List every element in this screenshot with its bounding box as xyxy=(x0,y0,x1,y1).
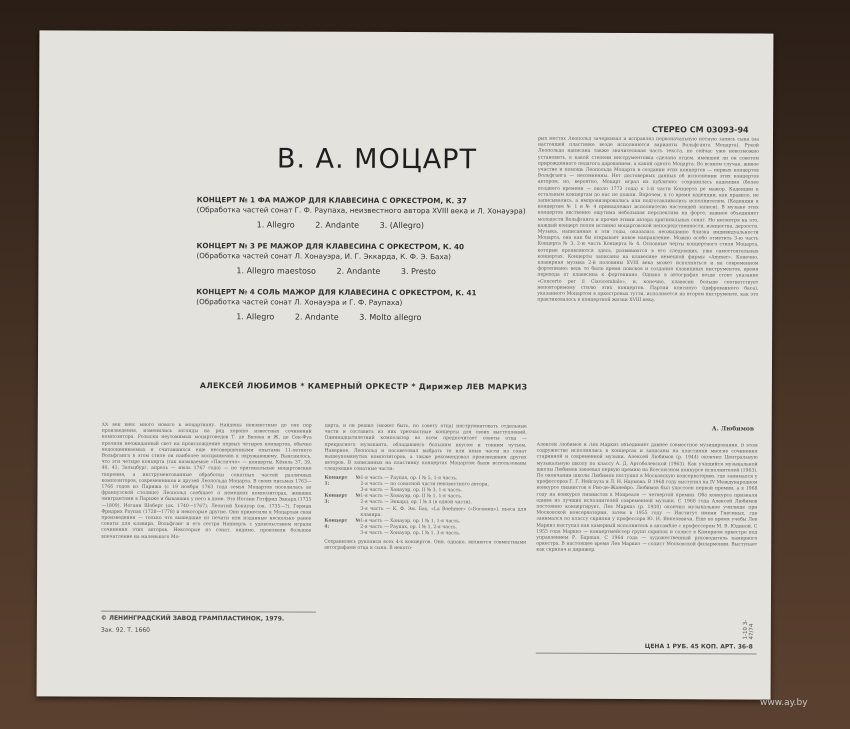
movement: 3. (Allegro) xyxy=(379,220,425,231)
author-signature: А. Любимов xyxy=(711,425,755,433)
order-number: Зак. 92. Т. 1660 xyxy=(100,626,151,634)
movement: 1. Allegro maestoso xyxy=(236,266,316,276)
concerto-1 xyxy=(197,195,557,232)
watermark: www.ay.by xyxy=(760,698,808,708)
source-line: 3-я часть — К. Ф. Эм. Бах, «La Boehmer» («Богемец»), пьеса для клавира. xyxy=(360,506,527,518)
movement: 1. Allegro xyxy=(236,312,275,322)
movement-list xyxy=(236,312,556,323)
source-line: 1-я часть — Хонауэр, ор. I № 1, 1-я часть. xyxy=(360,518,461,525)
movement: 2. Andante xyxy=(336,266,381,276)
source-line: 2-я часть — Эккард, ор. I № 4 (в одной части). xyxy=(360,500,472,506)
concerto-note: (Обработка частей сонат Г. Ф. Раупаха, неизвестного автора XVIII века и Л. Хонауэра) xyxy=(196,205,526,216)
notes-left: XX век внес много нового в моцартиану. Найдены неизвестные до сих пор произведения, изменились взгляды на ряд хорошо известных сочинений композитора. Розыски неутомимых моцартоведов Т. де Визева и Ж. де Сен-Фуа пролили неожиданный свет на происхождение первых четырех концертов, обычно недооцениваемых и считавшихся еще несовершенными опытами 11-летнего Вольфганга в этом стиле он наиболее восприимчив к окружающему. Выяснилось, что эти четыре концерта (так называемые «Пастиччо» — концерты, Кёхель 37, 39, 40, 41; Зальцбург, апрель — июль 1767 года) — не оригинальные моцартовские творения, а инструментованные обработки сонатных частей различных композиторов, современников и друзей Леопольда Моцарта. В своих письмах 1763—1766 годов из Парижа (с 19 ноября 1763 года семья Моцартов поселилась во французской столице) Леопольд сообщает о немецких композиторах, живших эмигрантами в Париже и бывавших у него в доме. Это Иоганн Готфрид Эккард (1735—1809), Иоганн Шоберт (ок. 1740—1767), Леонтий Хонауэр (ок. 1735—?), Герман Фридрих Раупах (1728—1778) и некоторые другие. Они приносили к Моцартам свои произведения — только что вышедшие из печати или изданные несколько ранее сонаты для клавира. Вольфганг и его сестра Наннерль с удовольствием играли сочинения этих авторов. Некоторые из сонат, видимо, произвели большое впечатление на маленького Мо- xyxy=(101,422,312,540)
page-title: В. А. МОЦАРТ xyxy=(276,143,478,176)
movement-list xyxy=(257,220,557,231)
source-line: 3-я часть — Хонауэр, ор. II № 3, 1-я часть. xyxy=(360,487,463,494)
notes-middle-text: царта, и он решил (может быть, по совету отца) инструментовать отдельные части и составить из них трехчастные концерты для своих выступлений. Одиннадцатилетний композитор во всем предпочитает советы отца — прекрасного музыканта, обладавшего большим вкусом и тонким чутьем. Наверное, Леопольд и посоветовал выбрать те или иные части из сонат вышеупомянутых композиторов, а также рекомендовал произведения других авторов. В записанных на пластинку концертах Моцартом были использованы следующие сонатные части: xyxy=(324,423,527,473)
concerto-3 xyxy=(196,241,556,278)
movement-list xyxy=(236,266,556,277)
concerto-title: КОНЦЕРТ № 1 ФА МАЖОР ДЛЯ КЛАВЕСИНА С ОРКЕСТРОМ, К. 37 xyxy=(196,195,467,206)
movement: 3. Presto xyxy=(400,266,436,277)
movement: 3. Molto allegro xyxy=(359,312,422,323)
source-entry xyxy=(324,519,526,538)
source-line: 2-я часть — по сонатной части неизвестного автора. xyxy=(360,481,489,488)
movement: 2. Andante xyxy=(315,220,360,230)
movement: 1. Allegro xyxy=(256,220,295,230)
source-lines xyxy=(360,519,460,538)
performers-line: АЛЕКСЕЙ ЛЮБИМОВ * КАМЕРНЫЙ ОРКЕСТР * Дирижер ЛЕВ МАРКИЗ xyxy=(199,381,528,392)
footer-rule-right xyxy=(536,653,757,655)
concerto-note: (Обработка частей сонат Л. Хонауэра и Г. Ф. Раупаха) xyxy=(196,297,403,307)
source-line: 2-я часть — Раупах, ор. I № 1, 2-я часть. xyxy=(360,525,458,531)
notes-right-bottom: Алексей Любимов и Лев Маркиз объединяет давнее совместное музицирование. В этом содружестве исполнялись в концертах и записаны на пластинки многие сочинения старинной и современной музыки. Алексей Любимов (р. 1944) окончил Центральную музыкальную школу по классу А. Д. Артоболевской (1963). Как учащийся музыкальной школы Любимов завоевал первую премию на Всесоюзном конкурсе исполнителей (1963). По окончании школы Любимов поступил в Московскую консерваторию, где занимался у профессоров Г. Г. Нейгауза и Л. Н. Наумова. В 1968 году выступил на IV Международном конкурсе пианистов в Рио-де-Жанейро. Любимов был удостоен первой премии, а в 1968 году на конкурсе пианистов в Монреале — четвертой премии. Оба конкурса признали одним из лучших исполнителей современной музыки. С 1968 года Алексей Любимов постоянно концертирует. Лев Маркиз (р. 1930) окончил музыкальное училище при Московской консерватории, затем в 1955 году — Институт имени Гнесиных, где занимался по классу скрипки у профессора Ю. И. Янкелевича. Еще во время учебы Лев Маркиз выступал как камерный исполнитель в ансамбле с профессором М. В. Юдиной. С 1955 года Маркиз — концертмейстер групп скрипок и солист в Камерном оркестре под управлением Р. Баршая. С 1964 года — художественный руководитель камерного оркестра. В настоящее время Лев Маркиз — солист Московской филармонии. Выступает как скрипач и дирижер. xyxy=(536,442,758,554)
notes-middle xyxy=(324,424,527,553)
record-sleeve xyxy=(37,30,774,699)
concerto-4 xyxy=(196,287,556,324)
side-code: 1-10 3-47/74 xyxy=(742,619,755,640)
source-line: 3-я часть — Хонауэр, ор. I № 1, 3-я часть. xyxy=(360,531,461,537)
source-lines xyxy=(360,475,489,494)
catalog-number: СТЕРЕО СМ 03093-94 xyxy=(652,125,749,135)
source-line: 1-я часть — Раупах, ор. I № 5, 1-я часть. xyxy=(360,475,458,481)
source-label: Концерт № 1: xyxy=(324,475,361,487)
source-label: Концерт № 4: xyxy=(324,518,361,530)
source-label: Концерт № 3: xyxy=(324,493,361,506)
source-entry xyxy=(324,475,526,494)
source-lines xyxy=(360,494,526,520)
notes-right-top: рых местах Леопольд зачеркивал и исправлял первоначальную нотную запись сына (на настоящей пластинке везде исполняются варианты Вольфганга Моцарта). Рукой Леопольда написана также значительная часть текста, но сейчас уже невозможно установить, в какой степени инструментовка сделана отцом, имевшей ли он советом прирожденного педагога дарованием, а какой одного Моцарта. Во всяком случае, живое участие и помощь Леопольда Моцарта в создании этих концертов — первых концертов Вольфганга — несомненны. Нет достоверных данных об исполнении этих концертов автором, но, вероятно, Моцарт играл их публично; сохранилась каденция (более позднего времени — около 1773 года) к 1-й части Концерта ре мажор. Каденции к остальным концертам до нас не дошли. Впрочем, в то время каденции, как правило, не записывались, а импровизировались или подготавливались исполнителем. (Каденции к концертам № 1 и № 4 принадлежат исполнителю настоящей записи). В музыке этих концертов явственно ощутима небольшая перспектива на форте, важнее объединяет молодости Вольфганга и прочие этими автора оригинальных сонат. Но несмотря на это, каждый концерт полон истинно моцартовской непосредственности, изящества, дерзости. Музыка, написанная в эти годы, оказалась неожиданно близка индивидуальности Моцарта, она как бы открывает новое направление. Можно особо отметить 3-ю часть Концерта № 3, 2-ю часть Концерта № 4. Основные черты концертного стиля Моцарта, которые проявляются здесь, развиваются в его следующих, уже самостоятельных концертах. Концерты записаны на клавесине немецкой фирмы «Ammer». Конечно, клавирная музыка 2-й половины XVIII века может исполняться и на современном фортепиано: ведь то было время поисков и создания клавишных инструментов, время перехода от клавесина к фортепиано. Однако в автографах везде стоит указание «Concerto per il Clavicembalo», и, конечно, клавесин больше соответствует неповторимому стилю этих концертов. Партии континуо (цифрованного баса), указанного Моцартом в оркестровых тутти, исполняется на втором инструменте, как это практиковалось в концертной жизни XVIII века. xyxy=(537,136,759,304)
sources-list xyxy=(324,475,526,538)
movement: 2. Andante xyxy=(294,312,339,322)
source-line: 1-я часть — Хонауэр, ор. II № 1, 1-я часть. xyxy=(360,494,463,500)
notes-middle-end: Сохранились рукописи всех 4-х концертов. Они, однако, являются совместными автографами отца и сына. В некото- xyxy=(324,539,527,551)
concerto-title: КОНЦЕРТ № 4 СОЛЬ МАЖОР ДЛЯ КЛАВЕСИНА С ОРКЕСТРОМ, К. 41 xyxy=(196,287,477,298)
copyright: © ЛЕНИНГРАДСКИЙ ЗАВОД ГРАМПЛАСТИНОК, 1979. xyxy=(100,614,285,623)
source-entry xyxy=(324,494,526,520)
concerto-note: (Обработка частей сонат Л. Хонауэра, И. Г. Эккарда, К. Ф. Э. Баха) xyxy=(196,251,451,262)
concerto-title: КОНЦЕРТ № 3 РЕ МАЖОР ДЛЯ КЛАВЕСИНА С ОРКЕСТРОМ, К. 40 xyxy=(196,241,465,252)
price: ЦЕНА 1 РУБ. 45 КОП. АРТ. 36-8 xyxy=(644,643,753,651)
